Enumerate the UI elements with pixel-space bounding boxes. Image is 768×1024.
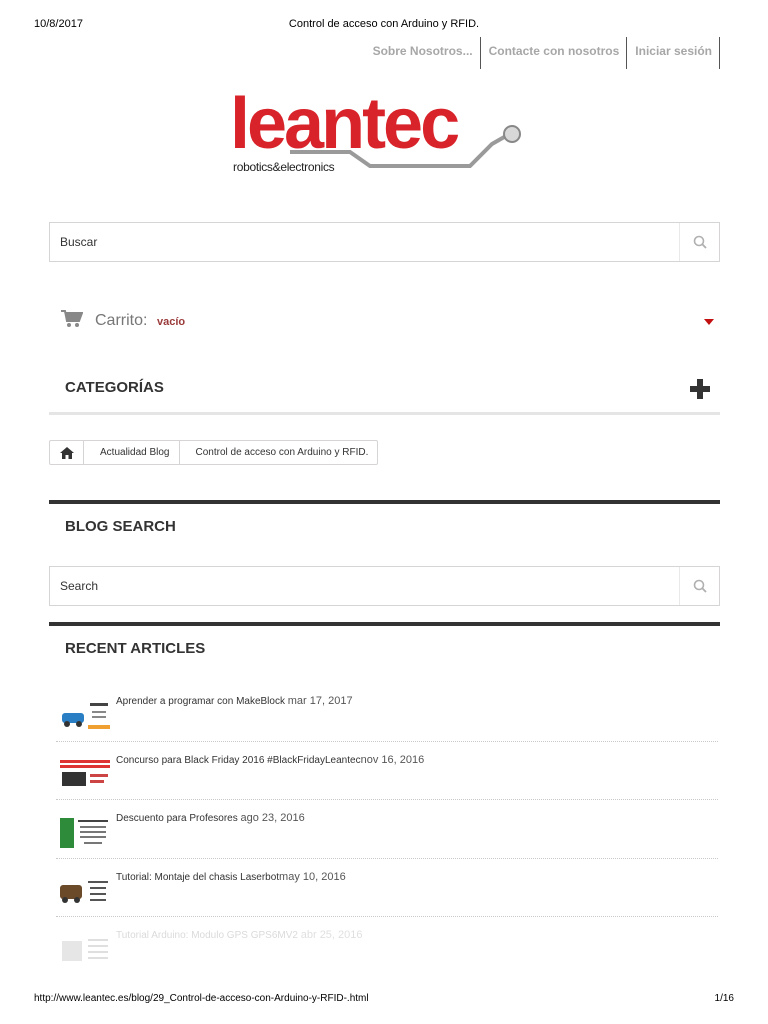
search-button[interactable] xyxy=(679,223,719,261)
article-date: nov 16, 2016 xyxy=(360,753,425,766)
article-thumbnail[interactable] xyxy=(58,933,112,967)
cart-block[interactable] xyxy=(49,304,720,338)
article-date: ago 23, 2016 xyxy=(240,812,305,824)
top-links xyxy=(365,37,720,69)
article-date: may 10, 2016 xyxy=(279,870,346,883)
list-item[interactable] xyxy=(56,742,718,801)
search-icon xyxy=(693,579,707,593)
site-search xyxy=(49,222,720,262)
site-logo[interactable] xyxy=(230,84,530,182)
list-item[interactable] xyxy=(56,800,718,859)
blog-search-button[interactable] xyxy=(679,567,719,605)
cart-icon xyxy=(61,310,83,328)
print-footer xyxy=(34,993,734,1004)
article-text[interactable] xyxy=(116,871,346,883)
recent-articles-block xyxy=(49,622,720,657)
list-item[interactable] xyxy=(56,917,718,976)
recent-articles-title: RECENT ARTICLES xyxy=(65,640,206,657)
recent-articles-list xyxy=(56,683,718,976)
article-thumbnail[interactable] xyxy=(58,699,112,733)
categories-label: CATEGORÍAS xyxy=(65,379,164,396)
article-date: mar 17, 2017 xyxy=(287,695,353,707)
blog-search-block xyxy=(49,500,720,535)
cart-status: vacío xyxy=(157,316,186,328)
home-icon xyxy=(60,447,74,459)
article-title[interactable]: Tutorial Arduino: Modulo GPS GPS6MV2 xyxy=(116,930,298,941)
blog-search xyxy=(49,566,720,606)
logo-tagline: robotics&electronics xyxy=(233,160,335,174)
chevron-down-icon[interactable] xyxy=(704,319,714,325)
print-page-number: 1/16 xyxy=(714,993,734,1004)
blog-search-title: BLOG SEARCH xyxy=(65,518,176,535)
article-thumbnail[interactable] xyxy=(58,758,112,792)
breadcrumb-home[interactable] xyxy=(50,441,84,464)
print-url: http://www.leantec.es/blog/29_Control-de-acceso-con-Arduino-y-RFID-.html xyxy=(34,993,369,1004)
search-icon xyxy=(693,235,707,249)
print-header xyxy=(34,18,734,32)
about-us-link[interactable]: Sobre Nosotros... xyxy=(365,37,481,69)
print-title: Control de acceso con Arduino y RFID. xyxy=(288,18,480,30)
list-item[interactable] xyxy=(56,859,718,918)
article-title[interactable]: Descuento para Profesores xyxy=(116,813,238,824)
article-text[interactable] xyxy=(116,812,305,824)
list-item[interactable] xyxy=(56,683,718,742)
article-title[interactable]: Concurso para Black Friday 2016 #BlackFridayLeantec xyxy=(116,754,361,766)
categories-toggle[interactable] xyxy=(49,366,720,415)
article-thumbnail[interactable] xyxy=(58,875,112,909)
logo-wordmark: leantec xyxy=(230,84,458,164)
article-text[interactable] xyxy=(116,754,424,766)
plus-icon[interactable] xyxy=(690,379,710,399)
article-title[interactable]: Tutorial: Montaje del chasis Laserbot xyxy=(116,871,280,883)
search-input[interactable] xyxy=(50,223,680,261)
article-date: abr 25, 2016 xyxy=(300,929,363,941)
breadcrumb-blog[interactable]: Actualidad Blog xyxy=(84,441,180,464)
breadcrumb-current: Control de acceso con Arduino y RFID. xyxy=(195,447,369,458)
blog-search-input[interactable] xyxy=(50,567,680,605)
article-thumbnail[interactable] xyxy=(58,816,112,850)
breadcrumb xyxy=(49,440,378,465)
contact-link[interactable]: Contacte con nosotros xyxy=(481,37,628,69)
article-text[interactable] xyxy=(116,929,363,941)
login-link[interactable]: Iniciar sesión xyxy=(627,37,720,69)
article-title[interactable]: Aprender a programar con MakeBlock xyxy=(116,696,285,707)
article-text[interactable] xyxy=(116,695,353,707)
cart-label: Carrito: xyxy=(95,312,148,329)
print-date: 10/8/2017 xyxy=(34,18,83,30)
